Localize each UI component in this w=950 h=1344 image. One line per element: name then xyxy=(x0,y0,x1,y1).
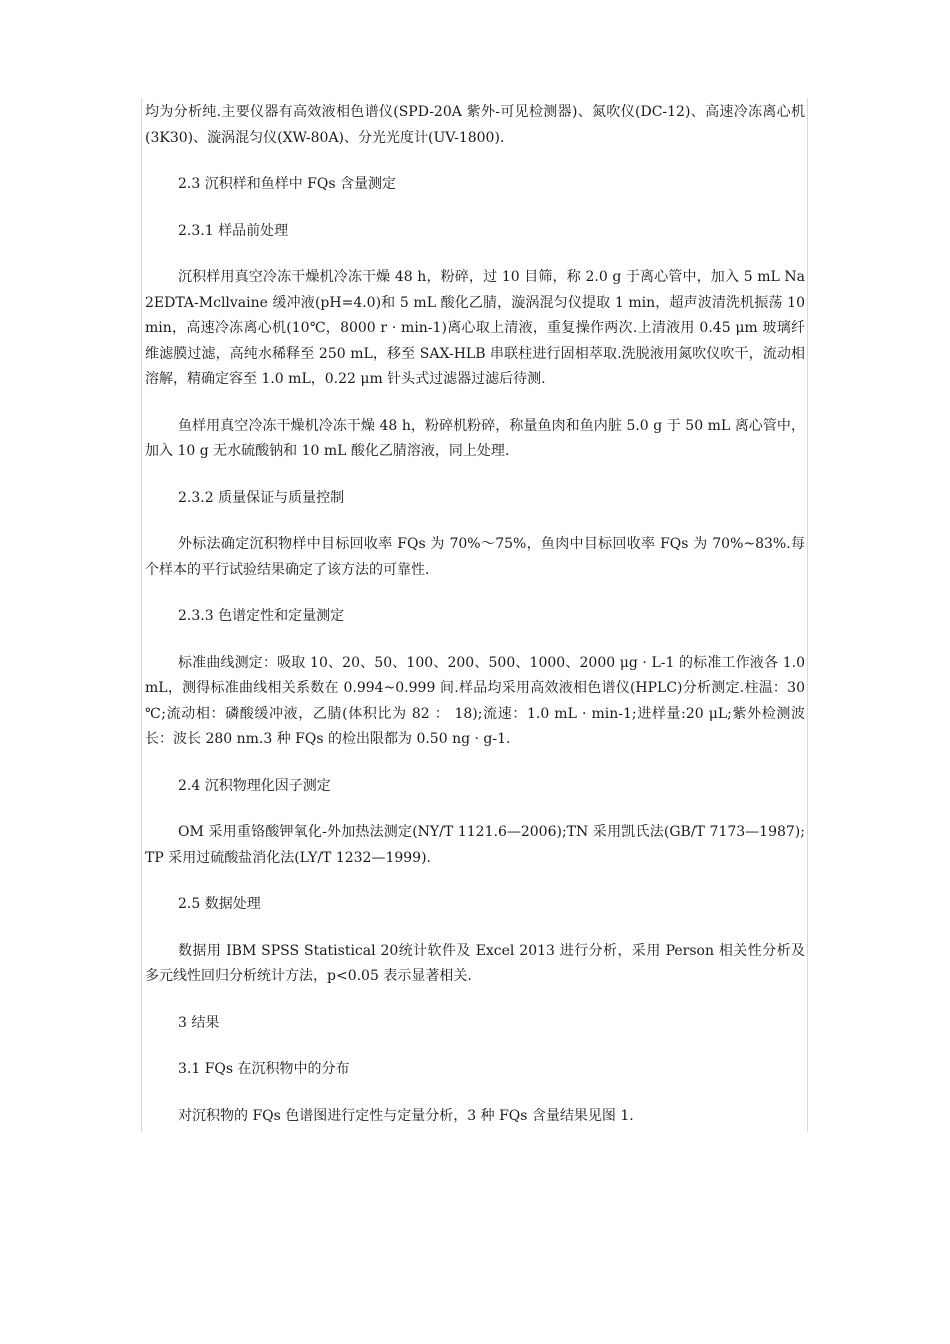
paragraph-chromatography: 标准曲线测定：吸取 10、20、50、100、200、500、1000、2000 μg · L-1 的标准工作液各 1.0 mL，测得标准曲线相关系数在 0.994~0.999 间.样品均采用高效液相色谱仪(HPLC)分析测定.柱温：30 ℃;流动相：磷酸缓冲液，乙腈(体积比为 82 ： 18);流速：1.0 mL · min-1;进样量:20 μL;紫外检测波长：波长 280 nm.3 种 FQs 的检出限都为 0.50 ng · g-1. xyxy=(145,654,805,747)
paragraph-physicochemical: OM 采用重铬酸钾氧化-外加热法测定(NY/T 1121.6—2006);TN 采用凯氏法(GB/T 7173—1987); TP 采用过硫酸盐消化法(LY/T 1232—1999). xyxy=(145,824,805,866)
heading-2-3: 2.3 沉积样和鱼样中 FQs 含量测定 xyxy=(178,176,396,192)
paragraph-materials: 均为分析纯.主要仪器有高效液相色谱仪(SPD-20A 紫外-可见检测器)、氮吹仪(DC-12)、高速冷冻离心机(3K30)、漩涡混匀仪(XW-80A)、分光光度计(UV-1800). xyxy=(145,104,805,146)
paragraph-quality-control: 外标法确定沉积物样中目标回收率 FQs 为 70%～75%，鱼肉中目标回收率 FQs 为 70%~83%.每个样本的平行试验结果确定了该方法的可靠性. xyxy=(145,536,805,578)
document-page xyxy=(141,98,808,1132)
paragraph-data-processing: 数据用 IBM SPSS Statistical 20统计软件及 Excel 2013 进行分析，采用 Person 相关性分析及多元线性回归分析统计方法，p<0.05 表示显著相关. xyxy=(145,942,805,984)
heading-2-3-1: 2.3.1 样品前处理 xyxy=(178,222,289,239)
heading-2-3-3: 2.3.3 色谱定性和定量测定 xyxy=(178,608,345,624)
heading-3-1: 3.1 FQs 在沉积物中的分布 xyxy=(178,1061,350,1077)
heading-2-4: 2.4 沉积物理化因子测定 xyxy=(178,777,331,794)
heading-2-3-2: 2.3.2 质量保证与质量控制 xyxy=(178,489,345,506)
paragraph-sediment-pretreatment: 沉积样用真空冷冻干燥机冷冻干燥 48 h，粉碎，过 10 目筛，称 2.0 g 于离心管中，加入 5 mL Na2EDTA-Mcllvaine 缓冲液(pH=4.0)和 5 mL 酸化乙腈，漩涡混匀仪提取 1 min，超声波清洗机振荡 10 min，高速冷冻离心机(10℃，8000 r · min-1)离心取上清液，重复操作两次.上清液用 0.45 μm 玻璃纤维滤膜过滤，高纯水稀释至 250 mL，移至 SAX-HLB 串联柱进行固相萃取.洗脱液用氮吹仪吹干，流动相溶解，精确定容至 1.0 mL，0.22 μm 针头式过滤器过滤后待测. xyxy=(145,269,805,387)
paragraph-results-intro: 对沉积物的 FQs 色谱图进行定性与定量分析，3 种 FQs 含量结果见图 1. xyxy=(178,1107,634,1124)
heading-2-5: 2.5 数据处理 xyxy=(178,896,261,912)
paragraph-fish-pretreatment: 鱼样用真空冷冻干燥机冷冻干燥 48 h，粉碎机粉碎，称量鱼肉和鱼内脏 5.0 g 于 50 mL 离心管中，加入 10 g 无水硫酸钠和 10 mL 酸化乙腈溶液，同上处理. xyxy=(145,417,805,459)
heading-3: 3 结果 xyxy=(178,1014,220,1031)
